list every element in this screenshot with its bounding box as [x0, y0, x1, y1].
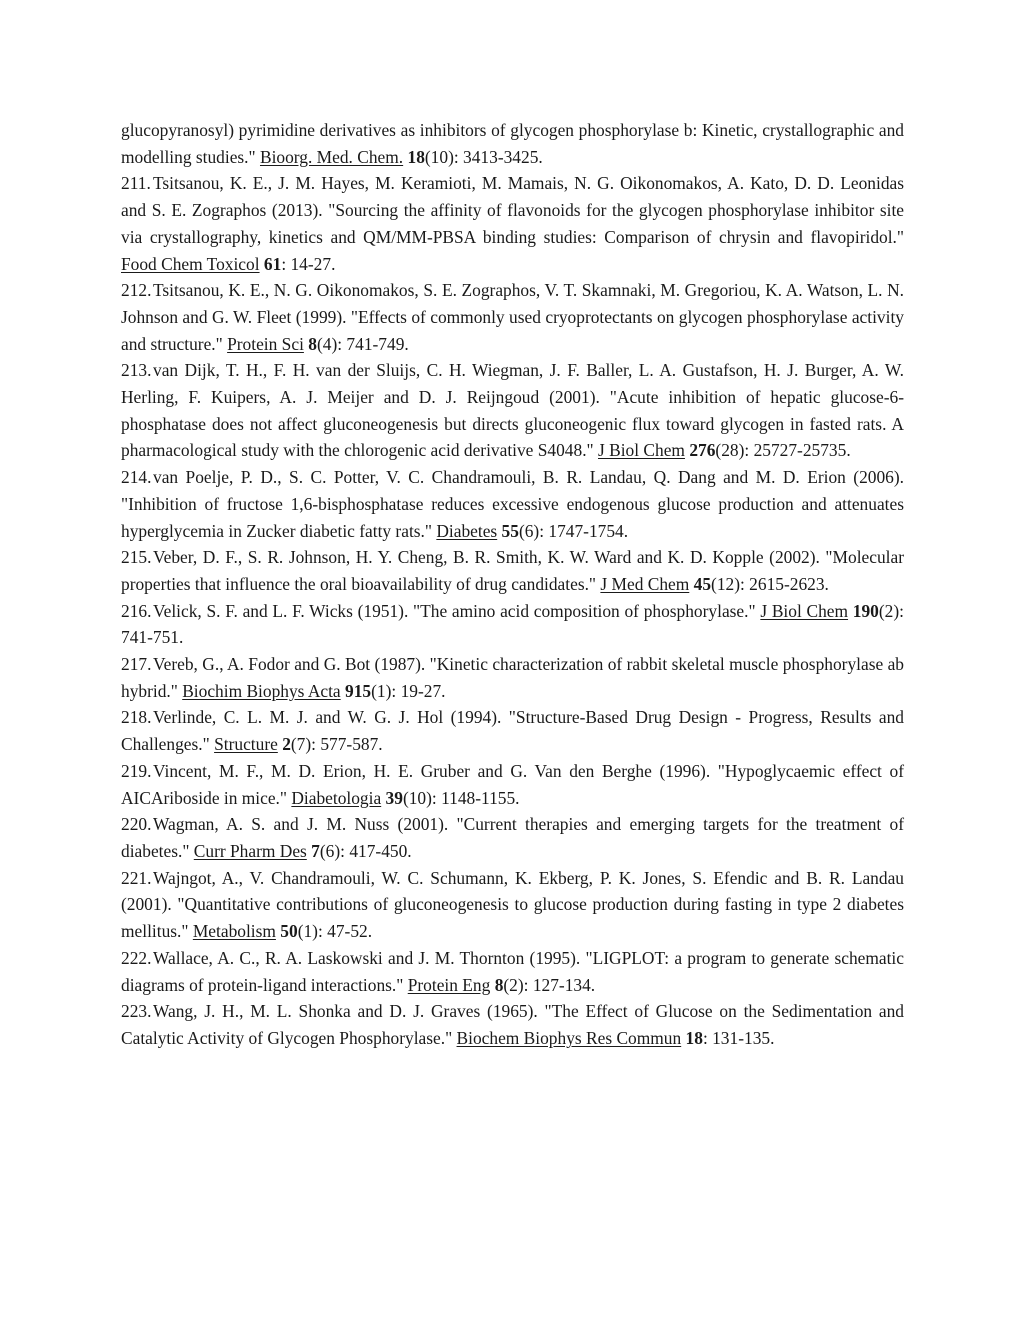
journal-volume: 18 [685, 1027, 703, 1048]
journal-name: Curr Pharm Des [193, 840, 307, 861]
journal-name: Food Chem Toxicol [121, 253, 260, 274]
reference-text: glucopyranosyl) pyrimidine derivatives as inhibitors of glycogen phosphorylase b: Kinetic, crystallographic and modelling studies." [121, 120, 904, 167]
reference-entry [121, 277, 904, 357]
reference-text: Veber, D. F., S. R. Johnson, H. Y. Cheng, B. R. Smith, K. W. Ward and K. D. Kopple (2002). "Molecular properties that influence the oral bioavailability of drug candidates." [121, 547, 904, 594]
reference-pages: : 131-135. [702, 1027, 775, 1048]
reference-text: Verlinde, C. L. M. J. and W. G. J. Hol (1994). "Structure-Based Drug Design - Progress, Results and Challenges." [121, 707, 904, 755]
journal-name: Diabetes [436, 520, 498, 541]
reference-number: 219. [121, 760, 152, 781]
reference-number: 223. [121, 1001, 152, 1022]
reference-text: Vincent, M. F., M. D. Erion, H. E. Gruber and G. Van den Berghe (1996). "Hypoglycaemic effect of AICAriboside in mice." [121, 760, 904, 808]
journal-name: Protein Sci [227, 333, 304, 354]
reference-number: 214. [121, 467, 152, 488]
reference-pages: (1): 47-52. [297, 921, 373, 942]
reference-pages: (12): 2615-2623. [711, 573, 829, 594]
journal-name: Metabolism [192, 921, 276, 942]
reference-text: van Poelje, P. D., S. C. Potter, V. C. Chandramouli, B. R. Landau, Q. Dang and M. D. Erion (2006). "Inhibition of fructose 1,6-bisphosphatase reduces excessive endogenous glucose production and attenuates hyperglycemia in Zucker diabetic fatty rats." [121, 467, 904, 541]
journal-volume: 7 [311, 840, 320, 861]
reference-text: van Dijk, T. H., F. H. van der Sluijs, C. H. Wiegman, J. F. Baller, L. A. Gustafson, H. J. Burger, A. W. Herling, F. Kuipers, A. J. Meijer and D. J. Reijngoud (2001). "Acute inhibition of hepatic glucose-6-phosphatase does not affect gluconeogenesis but directs gluconeogenic flux toward glycogen in fasted rats. A pharmacological study with the chlorogenic acid derivative S4048." [121, 360, 904, 461]
reference-number: 217. [121, 654, 152, 675]
reference-entry [121, 357, 904, 464]
reference-number: 222. [121, 947, 152, 968]
reference-text: Vereb, G., A. Fodor and G. Bot (1987). "Kinetic characterization of rabbit skeletal muscle phosphorylase ab hybrid." [121, 654, 904, 701]
journal-name: Biochim Biophys Acta [182, 680, 341, 701]
reference-number: 212. [121, 280, 152, 301]
reference-list [121, 117, 904, 1052]
reference-pages: (6): 1747-1754. [518, 520, 629, 541]
reference-entry [121, 865, 904, 945]
journal-volume: 915 [345, 680, 372, 701]
reference-text: Wagman, A. S. and J. M. Nuss (2001). "Current therapies and emerging targets for the treatment of diabetes." [121, 814, 904, 861]
reference-pages: (2): 741-751. [121, 600, 904, 648]
journal-volume: 39 [385, 787, 403, 808]
reference-pages: (7): 577-587. [290, 734, 383, 755]
reference-entry [121, 170, 904, 277]
reference-number: 218. [121, 707, 152, 728]
continued-reference [121, 117, 904, 170]
reference-text: Tsitsanou, K. E., J. M. Hayes, M. Keramioti, M. Mamais, N. G. Oikonomakos, A. Kato, D. D. Leonidas and S. E. Zographos (2013). "Sourcing the affinity of flavonoids for the glycogen phosphorylase inhibitor site via crystallography, kinetics and QM/MM-PBSA binding studies: Comparison of chrysin and flavopiridol." [121, 173, 904, 247]
reference-entry [121, 464, 904, 544]
reference-entry [121, 811, 904, 864]
reference-text: Velick, S. F. and L. F. Wicks (1951). "The amino acid composition of phosphorylase." [153, 600, 761, 621]
journal-volume: 2 [282, 734, 291, 755]
journal-name: Bioorg. Med. Chem. [259, 146, 404, 167]
reference-pages: (1): 19-27. [371, 680, 446, 701]
reference-entry [121, 945, 904, 998]
journal-volume: 45 [693, 573, 712, 594]
reference-text: Wajngot, A., V. Chandramouli, W. C. Schumann, K. Ekberg, P. K. Jones, S. Efendic and B. R. Landau (2001). "Quantitative contributions of gluconeogenesis to glucose production during fasting in type 2 diabetes mellitus." [121, 867, 904, 942]
reference-pages: (6): 417-450. [319, 840, 412, 861]
reference-entry [121, 758, 904, 811]
reference-pages: (10): 1148-1155. [402, 787, 520, 808]
journal-name: Biochem Biophys Res Commun [456, 1027, 682, 1048]
journal-volume: 55 [501, 520, 519, 541]
reference-number: 221. [121, 867, 152, 888]
journal-name: Protein Eng [407, 974, 491, 995]
reference-entry [121, 704, 904, 757]
reference-pages: (10): 3413-3425. [424, 146, 543, 167]
journal-volume: 8 [494, 974, 504, 995]
reference-pages: (2): 127-134. [503, 974, 596, 995]
reference-entry [121, 598, 904, 651]
journal-name: Structure [214, 734, 278, 755]
reference-pages: : 14-27. [281, 253, 336, 274]
journal-volume: 190 [852, 600, 879, 621]
journal-volume: 18 [407, 146, 425, 167]
reference-number: 220. [121, 814, 152, 835]
journal-name: J Med Chem [600, 573, 690, 594]
reference-entry [121, 544, 904, 597]
reference-text: Wang, J. H., M. L. Shonka and D. J. Graves (1965). "The Effect of Glucose on the Sedimentation and Catalytic Activity of Glycogen Phosphorylase." [121, 1001, 904, 1048]
reference-entry [121, 998, 904, 1051]
reference-number: 211. [121, 173, 151, 194]
journal-volume: 8 [308, 333, 317, 354]
reference-text: Wallace, A. C., R. A. Laskowski and J. M. Thornton (1995). "LIGPLOT: a program to generate schematic diagrams of protein-ligand interactions." [121, 947, 904, 995]
journal-volume: 276 [689, 440, 716, 461]
reference-pages: (28): 25727-25735. [715, 440, 851, 461]
journal-volume: 50 [280, 921, 298, 942]
reference-pages: (4): 741-749. [316, 333, 409, 354]
reference-text: Tsitsanou, K. E., N. G. Oikonomakos, S. E. Zographos, V. T. Skamnaki, M. Gregoriou, K. A. Watson, L. N. Johnson and G. W. Fleet (1999). "Effects of commonly used cryoprotectants on glycogen phosphorylase activity and structure." [121, 280, 904, 354]
reference-number: 216. [121, 600, 152, 621]
reference-number: 213. [121, 360, 152, 381]
reference-number: 215. [121, 547, 152, 568]
journal-name: Diabetologia [291, 787, 382, 808]
journal-volume: 61 [263, 253, 282, 274]
journal-name: J Biol Chem [760, 600, 849, 621]
reference-entry [121, 651, 904, 704]
journal-name: J Biol Chem [598, 440, 685, 461]
